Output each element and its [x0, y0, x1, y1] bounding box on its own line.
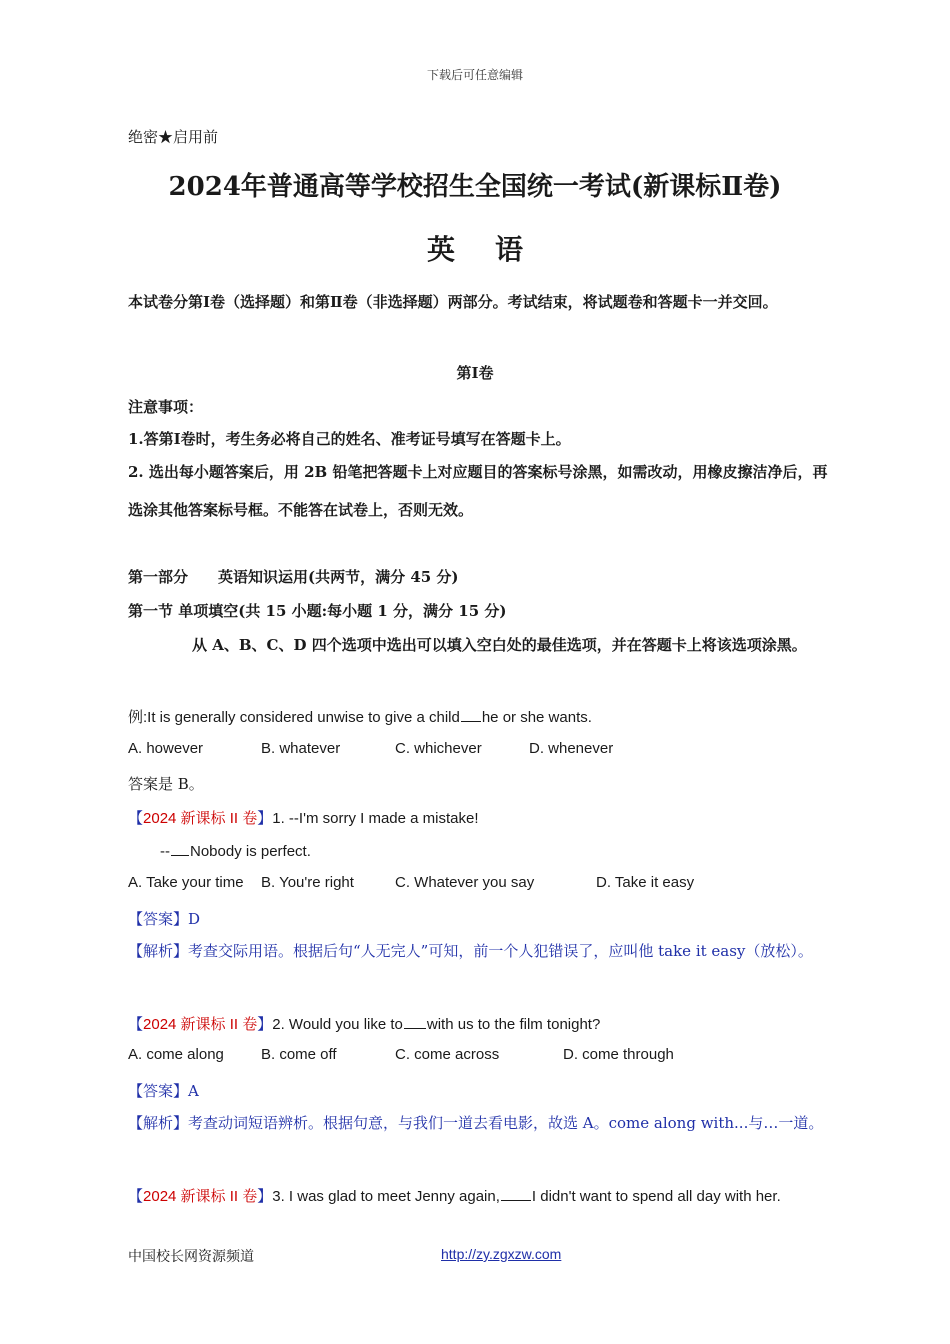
question-2: 【2024 新课标 II 卷】2. Would you like to with us to the film tonight?	[128, 1016, 601, 1033]
subject-title: 英语	[426, 233, 563, 266]
q2-option-b: B. come off	[261, 1046, 337, 1063]
example-stem-end: he or she wants.	[481, 709, 592, 726]
q2-option-d: D. come through	[563, 1046, 674, 1063]
q1-option-d: D. Take it easy	[596, 874, 695, 891]
example-option-b: B. whatever	[261, 740, 341, 757]
question-1: 【2024 新课标 II 卷】1. --I'm sorry I made a mistake!	[128, 810, 479, 827]
volume-heading: 第Ⅰ卷	[456, 364, 494, 382]
header-note: 下载后可任意编辑	[426, 68, 523, 82]
q2-analysis: 【解析】考查动词短语辨析。根据句意，与我们一道去看电影，故选 A。come along with...与…一道。	[128, 1114, 824, 1132]
answer-blank	[171, 841, 189, 856]
q1-answer: 【答案】D	[128, 910, 201, 928]
confidential-label: 绝密★启用前	[128, 128, 219, 146]
section-instruction: 从 A、B、C、D 四个选项中选出可以填入空白处的最佳选项，并在答题卡上将该选项涂黑。	[192, 636, 807, 654]
example-answer: 答案是 B。	[128, 775, 204, 793]
answer-blank	[404, 1014, 426, 1029]
example-option-a: A. however	[128, 740, 204, 757]
exam-intro: 本试卷分第Ⅰ卷（选择题）和第Ⅱ卷（非选择题）两部分。考试结束，将试题卷和答题卡一并交回。	[128, 293, 778, 311]
question-1-stem: 1. --I'm sorry I made a mistake!	[272, 810, 479, 827]
footer-source: 中国校长网资源频道	[128, 1249, 254, 1265]
answer-blank	[461, 707, 481, 722]
question-1-reply: -- Nobody is perfect.	[160, 843, 311, 860]
example-option-d: D. whenever	[529, 740, 614, 757]
q1-option-a: A. Take your time	[128, 874, 244, 891]
q1-option-c: C. Whatever you say	[395, 874, 535, 891]
example-stem: 例:It is generally considered unwise to give a child	[128, 709, 460, 726]
note-2: 2. 选出每小题答案后，用 2B 铅笔把答题卡上对应题目的答案标号涂黑，如需改动，用橡皮擦洁净后，再选涂其他答案标号框。不能答在试卷上，否则无效。	[128, 463, 828, 519]
question-2-stem: 2. Would you like to	[272, 1016, 403, 1033]
q1-option-b: B. You're right	[261, 874, 354, 891]
q2-answer: 【答案】A	[128, 1082, 199, 1100]
notes-title: 注意事项：	[128, 398, 204, 416]
footer-link[interactable]: http://zy.zgxzw.com	[441, 1246, 562, 1262]
section-heading: 第一节 单项填空(共 15 小题:每小题 1 分，满分 15 分)	[128, 602, 507, 620]
q2-option-c: C. come across	[395, 1046, 500, 1063]
q2-option-a: A. come along	[128, 1046, 224, 1063]
question-3-stem: 3. I was glad to meet Jenny again,	[272, 1188, 500, 1205]
example-question	[128, 706, 592, 727]
part-heading: 第一部分 英语知识运用(共两节，满分 45 分)	[128, 568, 459, 586]
source-tag: 2024 新课标 II 卷	[143, 1188, 258, 1205]
answer-blank	[501, 1186, 531, 1201]
source-tag: 2024 新课标 II 卷	[143, 810, 258, 827]
note-1: 1.答第Ⅰ卷时，考生务必将自己的姓名、准考证号填写在答题卡上。	[128, 430, 571, 448]
q1-analysis: 【解析】考查交际用语。根据后句“人无完人”可知，前一个人犯错误了，应叫他 take it easy（放松）。	[128, 942, 813, 960]
example-option-c: C. whichever	[395, 740, 482, 757]
question-3: 【2024 新课标 II 卷】3. I was glad to meet Jenny again, I didn't want to spend all day with her.	[128, 1188, 781, 1205]
source-tag: 2024 新课标 II 卷	[143, 1016, 258, 1033]
exam-title: 2024年普通高等学校招生全国统一考试(新课标Ⅱ卷)	[168, 172, 782, 202]
